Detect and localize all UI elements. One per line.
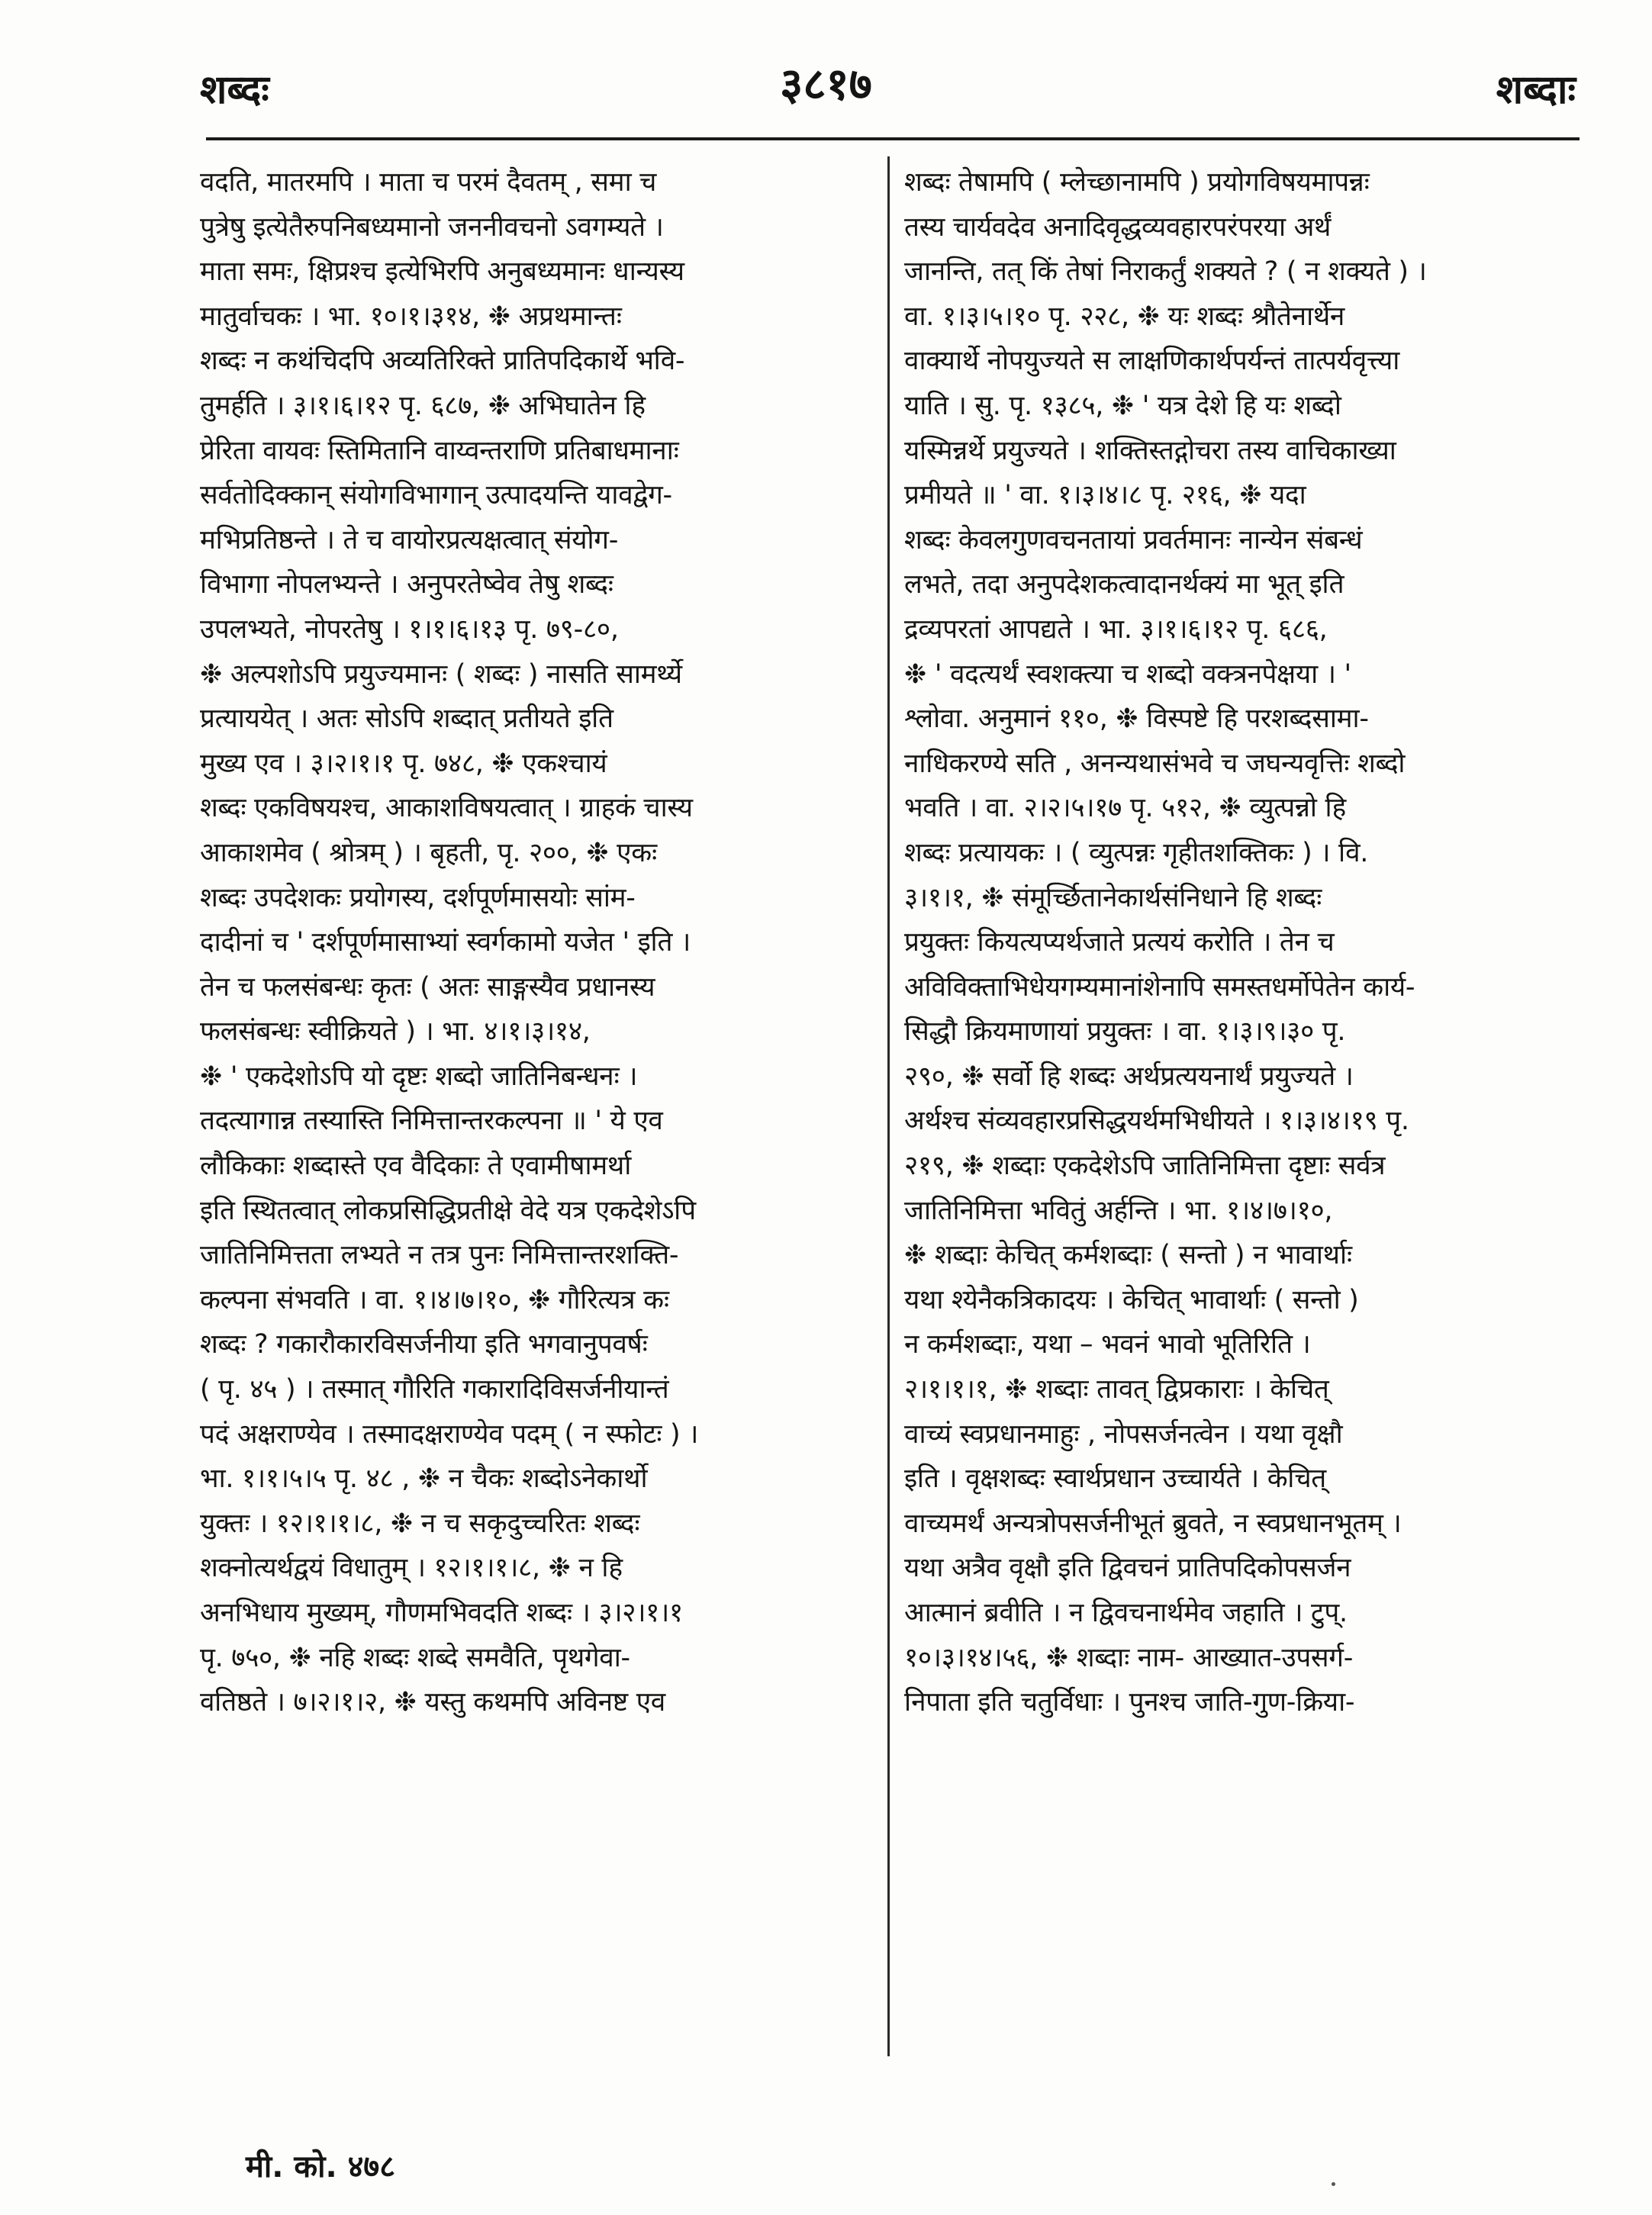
text-line: माता समः, क्षिप्रश्च इत्येभिरपि अनुबध्यमानः धान्यस्य xyxy=(200,256,684,288)
header-left-headword: शब्दः xyxy=(200,67,269,113)
text-line: सिद्धौ क्रियमाणायां प्रयुक्तः । वा. १।३।९।३० पृ. xyxy=(904,1016,1346,1048)
text-line: लभते, तदा अनुपदेशकत्वादानर्थक्यं मा भूत् इति xyxy=(904,569,1344,600)
text-line: आकाशमेव ( श्रोत्रम् ) । बृहती, पृ. २००, ❉ एकः xyxy=(200,837,657,868)
print-speck xyxy=(1332,2182,1335,2186)
text-line: नाधिकरण्ये सति , अनन्यथासंभवे च जघन्यवृत्तिः शब्दो xyxy=(904,748,1406,779)
text-line: २९०, ❉ सर्वो हि शब्दः अर्थप्रत्ययनार्थं प्रयुज्यते । xyxy=(904,1061,1354,1092)
header-rule xyxy=(206,137,1580,140)
text-line: शब्दः एकविषयश्च, आकाशविषयत्वात् । ग्राहकं चास्य xyxy=(200,793,693,824)
text-line: शब्दः केवलगुणवचनतायां प्रवर्तमानः नान्येन संबन्धं xyxy=(904,524,1363,555)
text-line: यस्मिन्नर्थे प्रयुज्यते । शक्तिस्तद्गोचरा तस्य वाचिकाख्या xyxy=(904,435,1396,466)
text-line: वाच्यमर्थं अन्यत्रोपसर्जनीभूतं ब्रुवते, न स्वप्रधानभूतम् । xyxy=(904,1508,1402,1539)
text-line: आत्मानं ब्रवीति । न द्विवचनार्थमेव जहाति । टुप्. xyxy=(904,1598,1348,1628)
text-line: तदत्यागान्न तस्यास्ति निमित्तान्तरकल्पना ॥ ' ये एव xyxy=(200,1106,663,1137)
text-line: ❉ अल्पशोऽपि प्रयुज्यमानः ( शब्दः ) नासति सामर्थ्ये xyxy=(200,658,682,690)
text-line: तुमर्हति । ३।१।६।१२ पृ. ६८७, ❉ अभिघातेन हि xyxy=(200,390,646,421)
column-divider xyxy=(887,156,890,2056)
text-line: २।१।१।१, ❉ शब्दाः तावत् द्विप्रकाराः । केचित् xyxy=(904,1374,1329,1405)
text-line: श्लोवा. अनुमानं ११०, ❉ विस्पष्टे हि परशब्दसामा- xyxy=(904,703,1369,735)
text-line: युक्तः । १२।१।१।८, ❉ न च सकृदुच्चरितः शब्दः xyxy=(200,1508,640,1539)
text-line: जानन्ति, तत् किं तेषां निराकर्तुं शक्यते ? ( न शक्यते ) । xyxy=(904,256,1427,288)
text-line: प्रेरिता वायवः स्तिमितानि वाय्वन्तराणि प्रतिबाधमानाः xyxy=(200,435,679,466)
text-line: फलसंबन्धः स्वीक्रियते ) । भा. ४।१।३।१४, xyxy=(200,1016,591,1048)
text-line: ( पृ. ४५ ) । तस्मात् गौरिति गकारादिविसर्जनीयान्तं xyxy=(200,1374,669,1405)
text-line: दादीनां च ' दर्शपूर्णमासाभ्यां स्वर्गकामो यजेत ' इति । xyxy=(200,927,691,958)
page-number: ३८१७ xyxy=(780,58,872,110)
text-line: ❉ ' एकदेशोऽपि यो दृष्टः शब्दो जातिनिबन्धनः । xyxy=(200,1061,638,1092)
footer-signature: मी. को. ४७८ xyxy=(246,2149,396,2184)
text-line: कल्पना संभवति । वा. १।४।७।१०, ❉ गौरित्यत्र कः xyxy=(200,1284,669,1315)
text-line: ❉ शब्दाः केचित् कर्मशब्दाः ( सन्तो ) न भावार्थाः xyxy=(904,1240,1352,1271)
text-line: सर्वतोदिक्कान् संयोगविभागान् उत्पादयन्ति यावद्वेग- xyxy=(200,480,672,511)
text-line: ३।१।१, ❉ संमूर्च्छितानेकार्थसंनिधाने हि शब्दः xyxy=(904,882,1322,913)
text-line: लौकिकाः शब्दास्ते एव वैदिकाः ते एवामीषामर्था xyxy=(200,1151,631,1182)
text-line: वदति, मातरमपि । माता च परमं दैवतम् , समा च xyxy=(200,167,657,198)
text-line: इति स्थितत्वात् लोकप्रसिद्धिप्रतीक्षे वेदे यत्र एकदेशेऽपि xyxy=(200,1195,696,1226)
text-line: वाक्यार्थे नोपयुज्यते स लाक्षणिकार्थपर्यन्तं तात्पर्यवृत्त्या xyxy=(904,346,1400,377)
text-line: न कर्मशब्दाः, यथा – भवनं भावो भूतिरिति । xyxy=(904,1329,1311,1360)
text-line: वतिष्ठते । ७।२।१।२, ❉ यस्तु कथमपि अविनष्ट एव xyxy=(200,1687,665,1718)
text-line: पुत्रेषु इत्येतैरुपनिबध्यमानो जननीवचनो ऽवगम्यते । xyxy=(200,211,664,243)
text-line: निपाता इति चतुर्विधाः । पुनश्च जाति-गुण-क्रिया- xyxy=(904,1687,1355,1718)
text-line: वाच्यं स्वप्रधानमाहुः , नोपसर्जनत्वेन । यथा वृक्षौ xyxy=(904,1418,1343,1450)
text-line: मातुर्वाचकः । भा. १०।१।३१४, ❉ अप्रथमान्तः xyxy=(200,301,622,332)
text-line: पदं अक्षराण्येव । तस्मादक्षराण्येव पदम् ( न स्फोटः ) । xyxy=(200,1418,699,1450)
text-line: पृ. ७५०, ❉ नहि शब्दः शब्दे समवैति, पृथगेवा- xyxy=(200,1642,630,1673)
right-column xyxy=(904,160,1576,1725)
text-line: जातिनिमित्ता भवितुं अर्हन्ति । भा. १।४।७।१०, xyxy=(904,1195,1333,1226)
text-line: ❉ ' वदत्यर्थं स्वशक्त्या च शब्दो वक्त्रनपेक्षया । ' xyxy=(904,658,1351,690)
text-line: द्रव्यपरतां आपद्यते । भा. ३।१।६।१२ पृ. ६८६, xyxy=(904,613,1328,645)
text-line: शब्दः तेषामपि ( म्लेच्छानामपि ) प्रयोगविषयमापन्नः xyxy=(904,167,1370,198)
text-line: अर्थश्च संव्यवहारप्रसिद्धयर्थमभिधीयते । १।३।४।१९ पृ. xyxy=(904,1106,1409,1137)
text-line: याति । सु. पृ. १३८५, ❉ ' यत्र देशे हि यः शब्दो xyxy=(904,390,1341,421)
text-line: भा. १।१।५।५ पृ. ४८ , ❉ न चैकः शब्दोऽनेकार्थो xyxy=(200,1463,648,1495)
left-column xyxy=(200,160,871,1725)
text-line: शक्नोत्यर्थद्वयं विधातुम् । १२।१।१।८, ❉ न हि xyxy=(200,1553,623,1584)
text-line: २१९, ❉ शब्दाः एकदेशेऽपि जातिनिमित्ता दृष्टाः सर्वत्र xyxy=(904,1151,1386,1182)
text-line: मभिप्रतिष्ठन्ते । ते च वायोरप्रत्यक्षत्वात् संयोग- xyxy=(200,524,619,555)
text-line: उपलभ्यते, नोपरतेषु । १।१।६।१३ पृ. ७९-८०, xyxy=(200,613,619,645)
text-line: शब्दः ? गकारौकारविसर्जनीया इति भगवानुपवर्षः xyxy=(200,1329,648,1360)
text-line: शब्दः उपदेशकः प्रयोगस्य, दर्शपूर्णमासयोः सांम- xyxy=(200,882,636,913)
text-line: यथा अत्रैव वृक्षौ इति द्विवचनं प्रातिपदिकोपसर्जन xyxy=(904,1553,1351,1584)
text-line: अनभिधाय मुख्यम्, गौणमभिवदति शब्दः । ३।२।१।१ xyxy=(200,1598,683,1628)
text-line: इति । वृक्षशब्दः स्वार्थप्रधान उच्चार्यते । केचित् xyxy=(904,1463,1326,1495)
text-line: प्रमीयते ॥ ' वा. १।३।४।८ पृ. २१६, ❉ यदा xyxy=(904,480,1306,511)
text-line: जातिनिमित्तता लभ्यते न तत्र पुनः निमित्तान्तरशक्ति- xyxy=(200,1240,679,1271)
text-line: तेन च फलसंबन्धः कृतः ( अतः साङ्गस्यैव प्रधानस्य xyxy=(200,971,655,1003)
text-line: तस्य चार्यवदेव अनादिवृद्धव्यवहारपरंपरया अर्थं xyxy=(904,211,1332,243)
text-line: वा. १।३।५।१० पृ. २२८, ❉ यः शब्दः श्रौतेनार्थेन xyxy=(904,301,1345,332)
text-line: विभागा नोपलभ्यन्ते । अनुपरतेष्वेव तेषु शब्दः xyxy=(200,569,613,600)
text-line: शब्दः प्रत्यायकः । ( व्युत्पन्नः गृहीतशक्तिकः ) । वि. xyxy=(904,837,1369,868)
text-line: १०।३।१४।५६, ❉ शब्दाः नाम- आख्यात-उपसर्ग- xyxy=(904,1642,1354,1673)
text-line: अविविक्ताभिधेयगम्यमानांशेनापि समस्तधर्मोपेतेन कार्य- xyxy=(904,971,1415,1003)
text-line: शब्दः न कथंचिदपि अव्यतिरिक्ते प्रातिपदिकार्थे भवि- xyxy=(200,346,685,377)
text-line: भवति । वा. २।२।५।१७ पृ. ५१२, ❉ व्युत्पन्नो हि xyxy=(904,793,1346,824)
text-line: मुख्य एव । ३।२।१।१ पृ. ७४८, ❉ एकश्चायं xyxy=(200,748,607,779)
text-line: यथा श्येनैकत्रिकादयः । केचित् भावार्थाः ( सन्तो ) xyxy=(904,1284,1359,1315)
text-line: प्रयुक्तः कियत्यप्यर्थजाते प्रत्ययं करोति । तेन च xyxy=(904,927,1335,958)
header-right-headword: शब्दाः xyxy=(1496,67,1576,113)
text-line: प्रत्याययेत् । अतः सोऽपि शब्दात् प्रतीयते इति xyxy=(200,703,613,735)
